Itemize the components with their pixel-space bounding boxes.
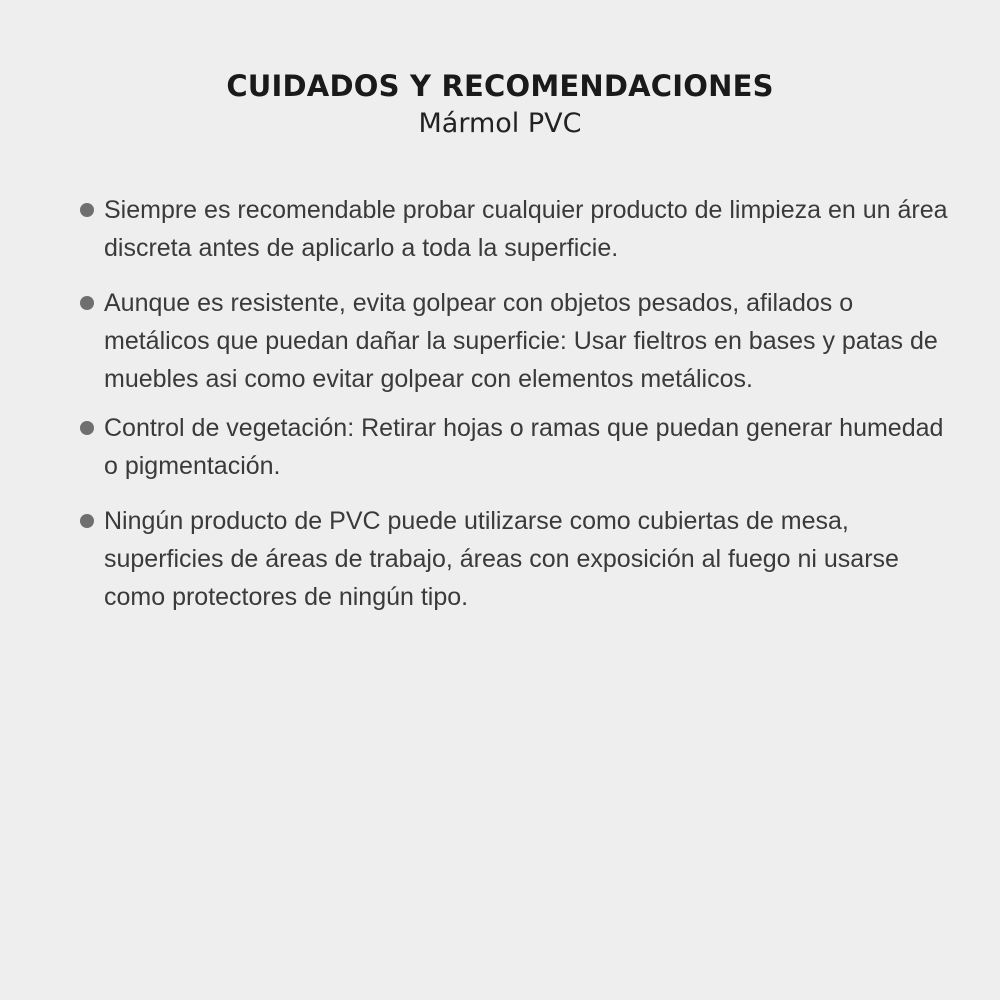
list-item-text: Ningún producto de PVC puede utilizarse como cubiertas de mesa, superficies de áreas de trabajo, áreas con exposición al fuego ni usarse como protectores de ningún tipo. [104,507,899,611]
bullet-dot-icon [80,421,94,435]
page-title: CUIDADOS Y RECOMENDACIONES [226,69,774,103]
bullet-dot-icon [80,203,94,217]
list-item-text: Control de vegetación: Retirar hojas o ramas que puedan generar humedad o pigmentación. [104,414,944,480]
list-item-text: Siempre es recomendable probar cualquier producto de limpieza en un área discreta antes de aplicarlo a toda la superficie. [104,196,948,262]
list-item [78,409,958,485]
bullet-dot-icon [80,514,94,528]
list-item [78,284,958,398]
header [0,66,1000,142]
recommendations-list [78,191,958,616]
bullet-dot-icon [80,296,94,310]
list-item [78,191,958,267]
list-item-text: Aunque es resistente, evita golpear con objetos pesados, afilados o metálicos que puedan dañar la superficie: Usar fieltros en bases y patas de muebles asi como evitar golpear con elementos metálicos. [104,289,938,393]
page-subtitle: Mármol PVC [418,108,582,139]
list-item [78,502,958,616]
